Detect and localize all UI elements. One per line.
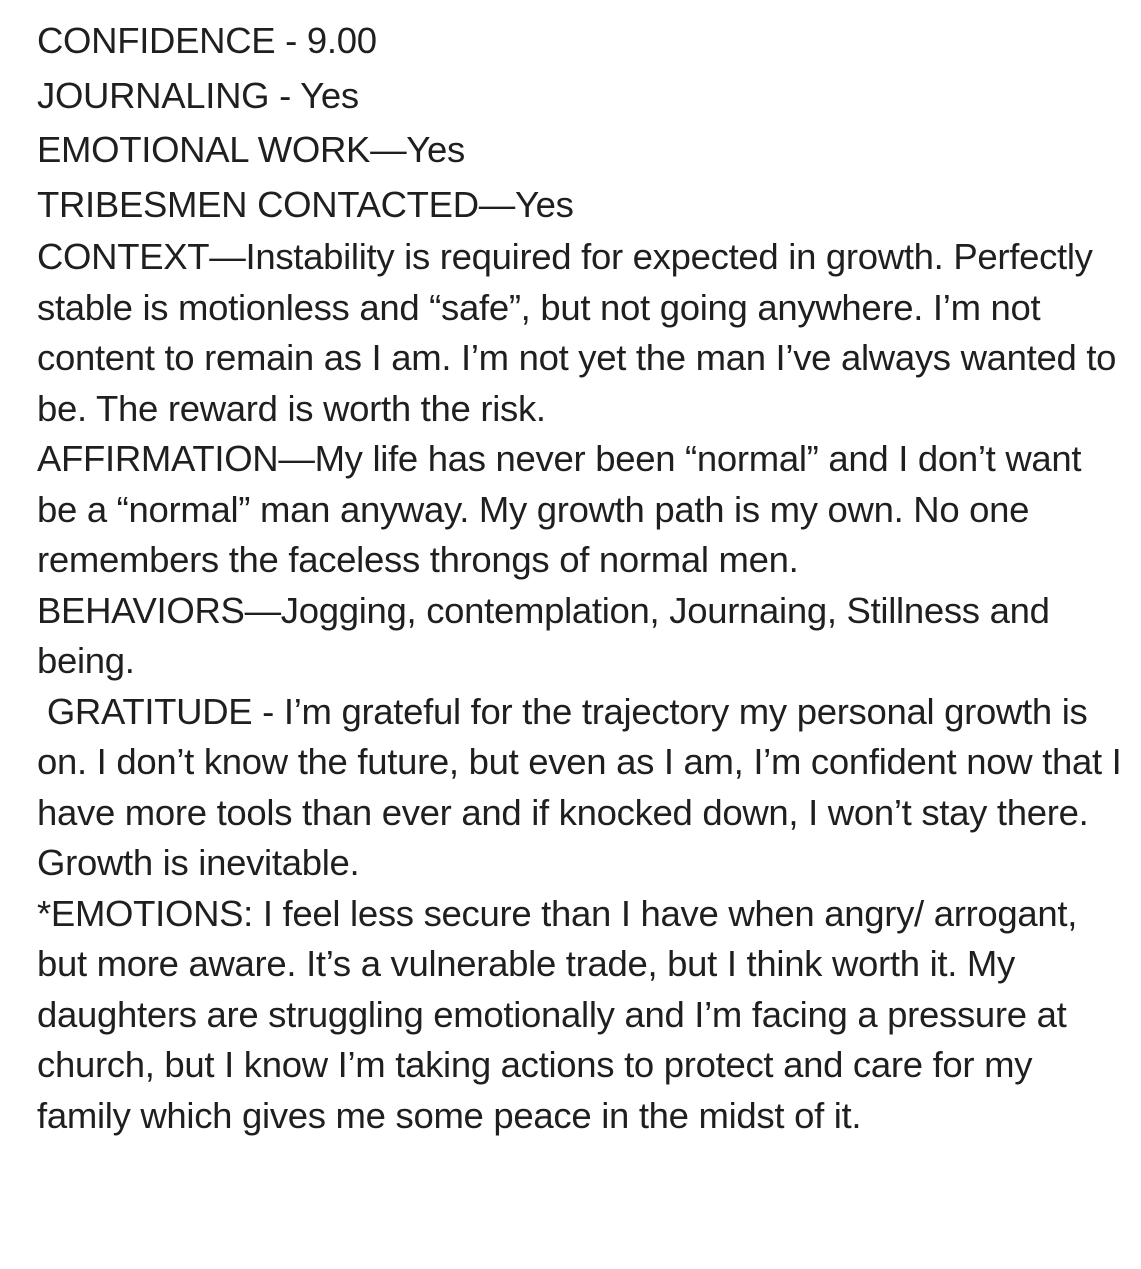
gratitude-paragraph: GRATITUDE - I’m grateful for the trajectory my personal growth is on. I don’t know the future, but even as I am, I’m confident now that I have more tools than ever and if knocked down, I won’t stay there. Growth is inevitable. — [37, 690, 1132, 883]
journaling-line: JOURNALING - Yes — [37, 74, 359, 116]
journal-note-body[interactable] — [37, 14, 1132, 1141]
tribesmen-contacted-line: TRIBESMEN CONTACTED—Yes — [37, 183, 574, 225]
confidence-line: CONFIDENCE - 9.00 — [37, 20, 377, 61]
behaviors-paragraph: BEHAVIORS—Jogging, contemplation, Journaing, Stillness and being. — [37, 589, 1060, 681]
context-paragraph: CONTEXT—Instability is required for expected in growth. Perfectly stable is motionless and “safe”, but not going anywhere. I’m not content to remain as I am. I’m not yet the man I’ve always wanted to be. The reward is worth the risk. — [37, 236, 1127, 429]
emotional-work-line: EMOTIONAL WORK—Yes — [37, 129, 465, 170]
emotions-paragraph: *EMOTIONS: I feel less secure than I have when angry/ arrogant, but more aware. It’s a vulnerable trade, but I think worth it. My daughters are struggling emotionally and I’m facing a pressure at church, but I know I’m taking actions to protect and care for my family which gives me some peace in the midst of it. — [37, 892, 1087, 1136]
affirmation-paragraph: AFFIRMATION—My life has never been “normal” and I don’t want be a “normal” man anyway. My growth path is my own. No one remembers the faceless throngs of normal men. — [37, 438, 1092, 580]
